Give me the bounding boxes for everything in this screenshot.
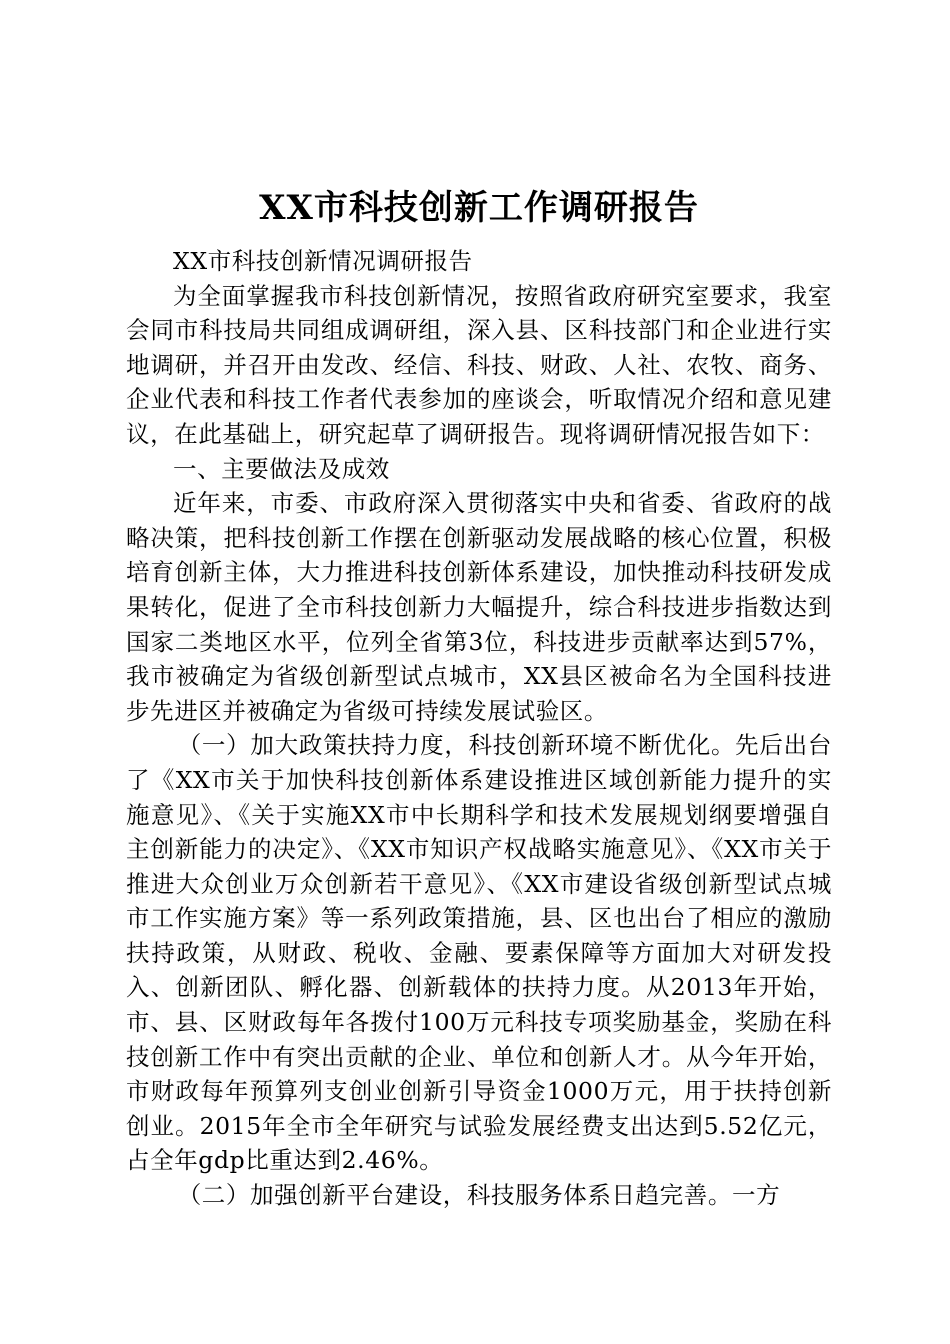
innovation-platform-paragraph: （二）加强创新平台建设，科技服务体系日趋完善。一方 — [177, 1181, 781, 1210]
report-subtitle-paragraph: XX市科技创新情况调研报告 — [173, 247, 473, 275]
intro-paragraph: 为全面掌握我市科技创新情况，按照省政府研究室要求，我室会同市科技局共同组成调研组，深入县、区科技部门和企业进行实地调研，并召开由发改、经信、科技、财政、人社、农牧、商务、企业代表和科技工作者代表参加的座谈会，听取情况介绍和意见建议，在此基础上，研究起草了调研报告。现将调研情况报告如下： — [126, 281, 832, 448]
document-body — [126, 186, 832, 1213]
overview-paragraph: 近年来，市委、市政府深入贯彻落实中央和省委、省政府的战略决策，把科技创新工作摆在创新驱动发展战略的核心位置，积极培育创新主体，大力推进科技创新体系建设，加快推动科技研发成果转化，促进了全市科技创新力大幅提升，综合科技进步指数达到国家二类地区水平，位列全省第3位，科技进步贡献率达到57%，我市被确定为省级创新型试点城市，XX县区被命名为全国科技进步先进区并被确定为省级可持续发展试验区。 — [126, 489, 832, 725]
section-heading-main-practices: 一、主要做法及成效 — [173, 454, 390, 483]
policy-support-paragraph: （一）加大政策扶持力度，科技创新环境不断优化。先后出台了《XX市关于加快科技创新体系建设推进区域创新能力提升的实施意见》、《关于实施XX市中长期科学和技术发展规划纲要增强自主创新能力的决定》、《XX市知识产权战略实施意见》、《XX市关于推进大众创业万众创新若干意见》、《XX市建设省级创新型试点城市工作实施方案》等一系列政策措施，县、区也出台了相应的激励扶持政策，从财政、税收、金融、要素保障等方面加大对研发投入、创新团队、孵化器、创新载体的扶持力度。从2013年开始，市、县、区财政每年各拨付100万元科技专项奖励基金，奖励在科技创新工作中有突出贡献的企业、单位和创新人才。从今年开始，市财政每年预算列支创业创新引导资金1000万元，用于扶持创新创业。2015年全市全年研究与试验发展经费支出达到5.52亿元，占全年gdp比重达到2.46%。 — [126, 731, 832, 1175]
document-title: XX市科技创新工作调研报告 — [259, 188, 699, 228]
